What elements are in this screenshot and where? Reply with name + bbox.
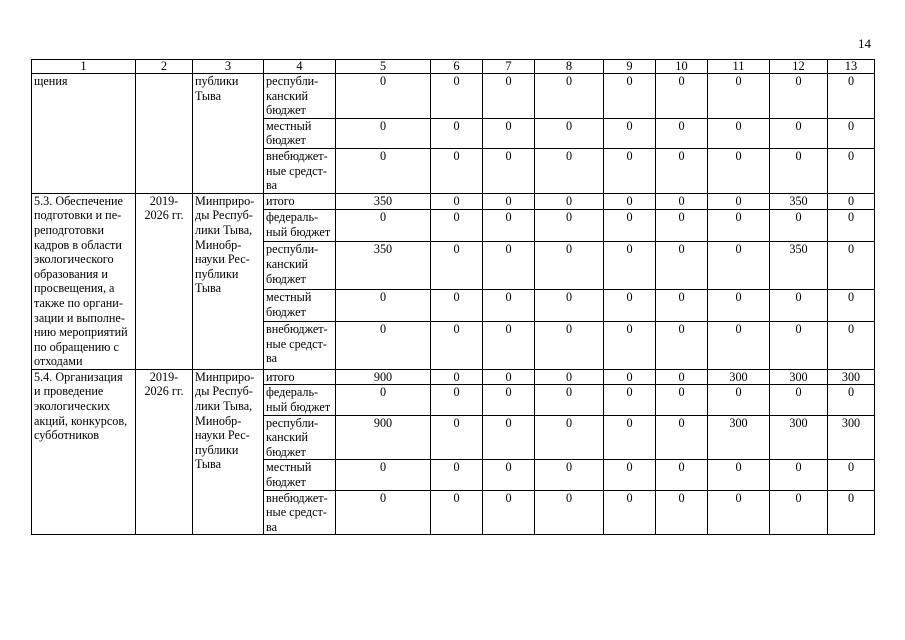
table-row [32, 74, 875, 119]
funding-source-cell: местный бюджет [264, 290, 336, 322]
amount-cell: 0 [535, 210, 604, 242]
amount-cell: 0 [483, 193, 535, 210]
amount-cell: 0 [535, 193, 604, 210]
amount-cell: 0 [604, 369, 656, 385]
funding-source-cell: республи- канский бюджет [264, 74, 336, 119]
amount-cell: 0 [431, 242, 483, 290]
amount-cell: 0 [770, 148, 828, 193]
amount-cell: 0 [431, 385, 483, 415]
amount-cell: 0 [708, 118, 770, 148]
header-cell: 5 [336, 60, 431, 74]
amount-cell: 0 [483, 322, 535, 370]
amount-cell: 0 [708, 148, 770, 193]
amount-cell: 0 [656, 290, 708, 322]
amount-cell: 300 [708, 369, 770, 385]
amount-cell: 0 [431, 193, 483, 210]
amount-cell: 350 [336, 242, 431, 290]
table-row [32, 193, 875, 210]
amount-cell: 0 [656, 460, 708, 490]
period-cell: 2019- 2026 гг. [136, 193, 193, 369]
header-cell: 13 [828, 60, 875, 74]
amount-cell: 0 [431, 460, 483, 490]
executor-cell: Минприро- ды Респуб- лики Тыва, Минобр- науки Рес- публики Тыва [193, 193, 264, 369]
header-cell: 4 [264, 60, 336, 74]
amount-cell: 0 [483, 118, 535, 148]
header-cell: 3 [193, 60, 264, 74]
page-number: 14 [858, 36, 871, 51]
amount-cell: 0 [483, 290, 535, 322]
amount-cell: 0 [336, 460, 431, 490]
table-body [32, 60, 875, 535]
funding-source-cell: внебюджет- ные средст- ва [264, 148, 336, 193]
amount-cell: 0 [828, 290, 875, 322]
amount-cell: 0 [656, 369, 708, 385]
amount-cell: 0 [336, 118, 431, 148]
amount-cell: 900 [336, 415, 431, 460]
amount-cell: 0 [828, 322, 875, 370]
funding-source-cell: федераль- ный бюджет [264, 210, 336, 242]
funding-source-cell: республи- канский бюджет [264, 415, 336, 460]
amount-cell: 0 [708, 193, 770, 210]
header-cell: 12 [770, 60, 828, 74]
amount-cell: 0 [535, 369, 604, 385]
amount-cell: 0 [828, 118, 875, 148]
amount-cell: 350 [770, 242, 828, 290]
amount-cell: 0 [535, 148, 604, 193]
amount-cell: 350 [336, 193, 431, 210]
amount-cell: 0 [336, 290, 431, 322]
amount-cell: 0 [656, 193, 708, 210]
amount-cell: 0 [770, 210, 828, 242]
executor-cell: публики Тыва [193, 74, 264, 194]
amount-cell: 0 [483, 74, 535, 119]
amount-cell: 0 [656, 118, 708, 148]
amount-cell: 0 [431, 148, 483, 193]
amount-cell: 0 [770, 74, 828, 119]
amount-cell: 0 [431, 290, 483, 322]
amount-cell: 0 [708, 490, 770, 535]
amount-cell: 0 [828, 74, 875, 119]
header-cell: 8 [535, 60, 604, 74]
activity-cell: 5.4. Организация и проведение экологических акций, конкурсов, субботников [32, 369, 136, 535]
amount-cell: 0 [604, 490, 656, 535]
amount-cell: 0 [770, 322, 828, 370]
header-cell: 1 [32, 60, 136, 74]
amount-cell: 0 [770, 490, 828, 535]
amount-cell: 0 [483, 369, 535, 385]
amount-cell: 0 [336, 148, 431, 193]
amount-cell: 0 [656, 322, 708, 370]
amount-cell: 0 [336, 322, 431, 370]
amount-cell: 300 [770, 415, 828, 460]
header-cell: 9 [604, 60, 656, 74]
amount-cell: 0 [828, 210, 875, 242]
amount-cell: 0 [828, 460, 875, 490]
amount-cell: 0 [336, 210, 431, 242]
amount-cell: 0 [336, 490, 431, 535]
amount-cell: 0 [535, 385, 604, 415]
header-cell: 10 [656, 60, 708, 74]
amount-cell: 300 [828, 369, 875, 385]
amount-cell: 0 [656, 74, 708, 119]
amount-cell: 0 [656, 490, 708, 535]
amount-cell: 300 [708, 415, 770, 460]
amount-cell: 0 [656, 385, 708, 415]
amount-cell: 0 [604, 74, 656, 119]
amount-cell: 0 [431, 369, 483, 385]
amount-cell: 0 [828, 242, 875, 290]
amount-cell: 0 [431, 322, 483, 370]
amount-cell: 0 [535, 290, 604, 322]
amount-cell: 0 [483, 242, 535, 290]
amount-cell: 0 [708, 460, 770, 490]
amount-cell: 350 [770, 193, 828, 210]
table-row [32, 369, 875, 385]
amount-cell: 0 [431, 415, 483, 460]
amount-cell: 0 [708, 74, 770, 119]
amount-cell: 0 [708, 242, 770, 290]
amount-cell: 0 [483, 460, 535, 490]
amount-cell: 0 [483, 415, 535, 460]
amount-cell: 0 [604, 322, 656, 370]
amount-cell: 0 [828, 385, 875, 415]
amount-cell: 0 [656, 242, 708, 290]
amount-cell: 0 [604, 460, 656, 490]
amount-cell: 0 [431, 118, 483, 148]
amount-cell: 0 [604, 385, 656, 415]
amount-cell: 0 [431, 490, 483, 535]
amount-cell: 0 [770, 118, 828, 148]
budget-table [31, 59, 875, 535]
amount-cell: 0 [604, 148, 656, 193]
amount-cell: 0 [770, 290, 828, 322]
period-cell [136, 74, 193, 194]
amount-cell: 0 [656, 210, 708, 242]
amount-cell: 0 [604, 193, 656, 210]
amount-cell: 0 [708, 210, 770, 242]
amount-cell: 0 [483, 148, 535, 193]
executor-cell: Минприро- ды Респуб- лики Тыва, Минобр- науки Рес- публики Тыва [193, 369, 264, 535]
amount-cell: 0 [604, 242, 656, 290]
amount-cell: 0 [336, 74, 431, 119]
header-cell: 6 [431, 60, 483, 74]
amount-cell: 0 [828, 193, 875, 210]
header-row [32, 60, 875, 74]
amount-cell: 0 [535, 242, 604, 290]
activity-cell: щения [32, 74, 136, 194]
funding-source-cell: внебюджет- ные средст- ва [264, 490, 336, 535]
amount-cell: 0 [828, 490, 875, 535]
funding-source-cell: внебюджет- ные средст- ва [264, 322, 336, 370]
header-cell: 2 [136, 60, 193, 74]
amount-cell: 0 [656, 148, 708, 193]
amount-cell: 0 [770, 460, 828, 490]
funding-source-cell: республи- канский бюджет [264, 242, 336, 290]
amount-cell: 0 [604, 415, 656, 460]
amount-cell: 0 [535, 74, 604, 119]
amount-cell: 900 [336, 369, 431, 385]
amount-cell: 300 [828, 415, 875, 460]
amount-cell: 0 [708, 322, 770, 370]
amount-cell: 0 [535, 322, 604, 370]
funding-source-cell: местный бюджет [264, 118, 336, 148]
header-cell: 7 [483, 60, 535, 74]
amount-cell: 0 [604, 290, 656, 322]
amount-cell: 0 [770, 385, 828, 415]
funding-source-cell: федераль- ный бюджет [264, 385, 336, 415]
amount-cell: 0 [535, 490, 604, 535]
activity-cell: 5.3. Обеспечение подготовки и пе- реподготовки кадров в области экологического образования и просвещения, а также по органи- зации и выполне- нию мероприятий по обращению с отходами [32, 193, 136, 369]
amount-cell: 300 [770, 369, 828, 385]
funding-source-cell: итого [264, 369, 336, 385]
amount-cell: 0 [431, 74, 483, 119]
amount-cell: 0 [483, 385, 535, 415]
amount-cell: 0 [708, 385, 770, 415]
amount-cell: 0 [604, 118, 656, 148]
amount-cell: 0 [708, 290, 770, 322]
amount-cell: 0 [656, 415, 708, 460]
amount-cell: 0 [483, 210, 535, 242]
funding-source-cell: итого [264, 193, 336, 210]
amount-cell: 0 [535, 415, 604, 460]
amount-cell: 0 [535, 460, 604, 490]
amount-cell: 0 [336, 385, 431, 415]
amount-cell: 0 [604, 210, 656, 242]
amount-cell: 0 [483, 490, 535, 535]
period-cell: 2019- 2026 гг. [136, 369, 193, 535]
funding-source-cell: местный бюджет [264, 460, 336, 490]
amount-cell: 0 [535, 118, 604, 148]
header-cell: 11 [708, 60, 770, 74]
amount-cell: 0 [431, 210, 483, 242]
amount-cell: 0 [828, 148, 875, 193]
